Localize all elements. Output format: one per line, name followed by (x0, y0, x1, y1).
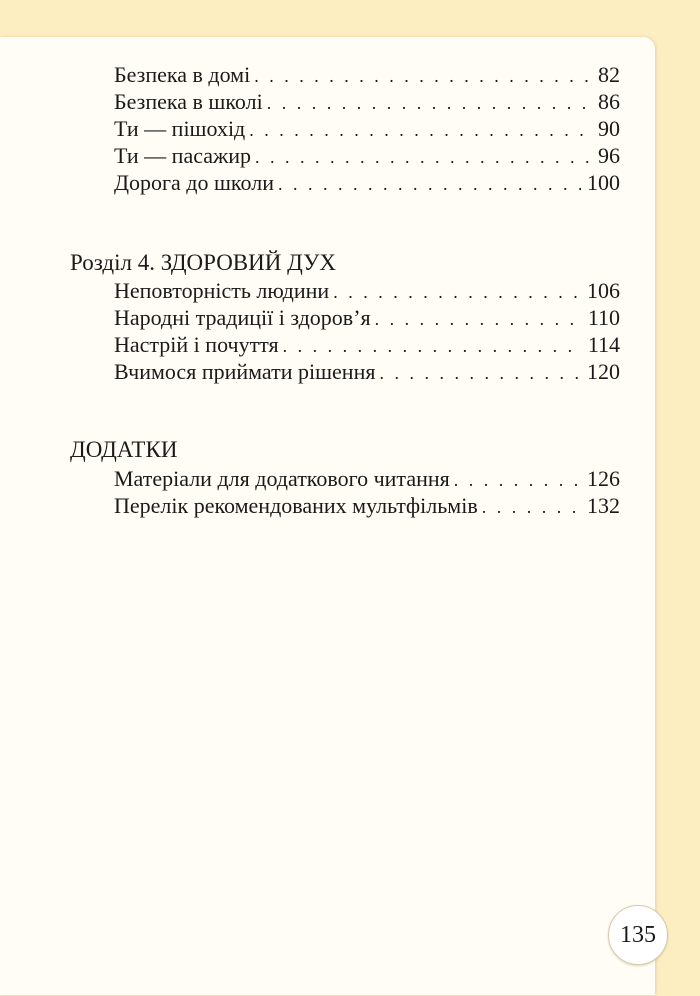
toc-entry-page: 120 (587, 359, 620, 384)
toc-entry-page: 100 (587, 170, 620, 195)
dot-leader (379, 359, 581, 386)
page-number-badge (608, 905, 668, 965)
dot-leader (249, 116, 592, 143)
dot-leader (375, 305, 582, 332)
toc-entry-additional-reading[interactable] (114, 465, 620, 493)
dot-leader (482, 493, 581, 520)
toc-entry-title: Вчимося приймати рішення (114, 359, 376, 384)
toc-entry-passenger[interactable] (114, 142, 620, 170)
toc-entry-title: Неповторність людини (114, 278, 330, 303)
dot-leader (255, 143, 592, 170)
toc-entry-title: Дорога до школи (114, 170, 274, 195)
dot-leader (267, 89, 592, 116)
toc-entry-uniqueness[interactable] (114, 277, 620, 305)
dot-leader (278, 170, 581, 197)
toc-entry-page: 82 (598, 62, 620, 87)
toc-entry-title: Безпека в школі (114, 89, 263, 114)
toc-entry-page: 126 (587, 466, 620, 491)
toc-entry-page: 86 (598, 89, 620, 114)
toc-entry-mood-feelings[interactable] (114, 331, 620, 359)
toc-entry-recommended-cartoons[interactable] (114, 492, 620, 520)
toc-entry-page: 90 (598, 116, 620, 141)
section-heading-appendix: ДОДАТКИ (70, 437, 178, 462)
toc-entry-page: 106 (587, 278, 620, 303)
dot-leader (333, 278, 581, 305)
toc-entry-title: Народні традиції і здоров’я (114, 305, 371, 330)
toc-entry-title: Ти — пішохід (114, 116, 246, 141)
dot-leader (254, 62, 592, 89)
toc-entry-title: Настрій і почуття (114, 332, 279, 357)
toc-entry-school-safety[interactable] (114, 88, 620, 116)
toc-entry-page: 132 (587, 493, 620, 518)
toc-entry-title: Перелік рекомендованих мультфільмів (114, 493, 478, 518)
toc-entry-title: Матеріали для додаткового читання (114, 466, 450, 491)
toc-entry-title: Ти — пасажир (114, 143, 251, 168)
toc-entry-page: 114 (587, 332, 620, 357)
section-heading-healthy-spirit: Розділ 4. ЗДОРОВИЙ ДУХ (70, 250, 336, 275)
toc-entry-page: 96 (598, 143, 620, 168)
dot-leader (283, 332, 582, 359)
toc-entry-home-safety[interactable] (114, 61, 620, 89)
toc-entry-title: Безпека в домі (114, 62, 251, 87)
toc-entry-folk-traditions[interactable] (114, 304, 620, 332)
dot-leader (454, 466, 581, 493)
page-number: 135 (620, 921, 656, 948)
toc-entry-page: 110 (587, 305, 620, 330)
toc-entry-pedestrian[interactable] (114, 115, 620, 143)
toc-entry-decisions[interactable] (114, 358, 620, 386)
toc-entry-road-to-school[interactable] (114, 169, 620, 197)
